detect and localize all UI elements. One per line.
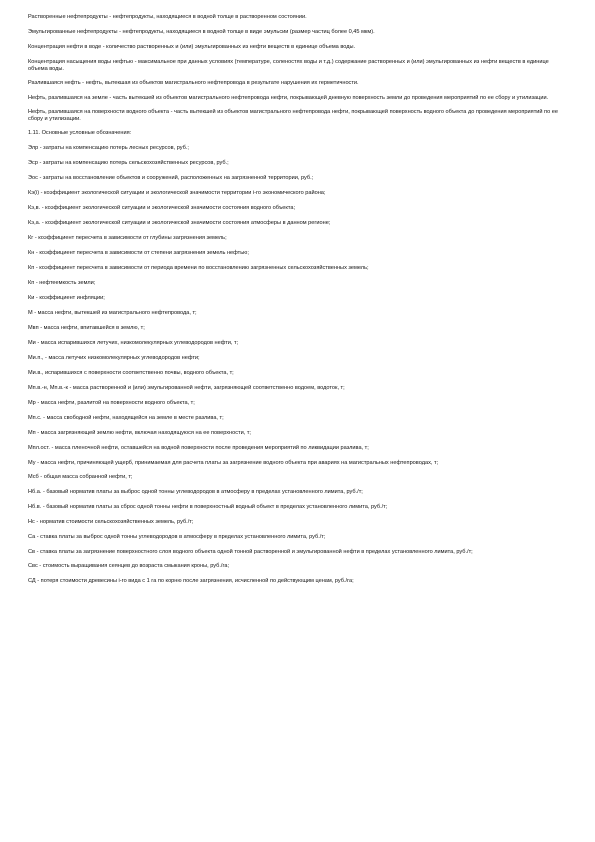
symbol-item: Мп.с. - масса свободной нефти, находящейся на земле в месте разлива, т; (28, 415, 224, 422)
symbol-item: Кэ(i) - коэффициент экологической ситуации и экологической значимости территории i-го экономического района; (28, 190, 326, 197)
symbol-item: Кп - коэффициент пересчета в зависимости от периода времени по восстановлению загрязненных сельскохозяйственных земель; (28, 265, 369, 272)
definition-saturation-concentration: Концентрация насыщения воды нефтью - максимальное при данных условиях (температуре, соленостях воды и т.д.) содержание растворенных и (или) эмульгированных из нефти веществ в единице объема воды. (28, 59, 549, 73)
symbol-item: Ки - коэффициент инфляции; (28, 295, 105, 302)
symbol-item: Эср - затраты на компенсацию потерь сельскохозяйственных ресурсов, руб.; (28, 160, 229, 167)
symbol-item: СД - потеря стоимости древесины i-го вида с 1 га по корню после загрязнения, исчисленной по действующим ценам, руб./га; (28, 577, 354, 584)
symbol-item: Кэ,а. - коэффициент экологической ситуации и экологической значимости состояния атмосферы в данном регионе; (28, 220, 331, 227)
symbol-item: Кг - коэффициент пересчета в зависимости от глубины загрязнения земель; (28, 235, 227, 242)
symbol-item: Мвп - масса нефти, впитавшейся в землю, т; (28, 325, 145, 332)
symbol-item: Свс - стоимость выращивания сеянцев до возраста смыкания кроны, руб./га; (28, 562, 230, 569)
symbol-item: Кн - коэффициент пересчета в зависимости от степени загрязнения земель нефтью; (28, 250, 249, 257)
definition-emulsified-oil-products: Эмульгированные нефтепродукты - нефтепродукты, находящиеся в водной толще в виде эмульсии (размер частиц более 0,45 мкм). (28, 29, 375, 35)
symbol-item: Нс - норматив стоимости сельскохозяйственных земель, руб./т; (28, 519, 194, 525)
symbol-item: Св - ставка платы за загрязнение поверхностного слоя водного объекта одной тонной растворенной и эмульгированной нефти в пределах установленного лимита, руб./т; (28, 549, 473, 555)
definition-dissolved-oil-products: Растворенные нефтепродукты - нефтепродукты, находящиеся в водной толще в растворенном состоянии. (28, 14, 307, 20)
symbol-item: Мп.в.-н, Мп.в.-к - масса растворенной и (или) эмульгированной нефти, загрязняющей соответственно водоем, водоток, т; (28, 385, 345, 392)
definition-spilled-oil: Разлившаяся нефть - нефть, вытекшая из объектов магистрального нефтепровода в результате нарушения их герметичности. (28, 80, 359, 87)
definition-oil-on-land: Нефть, разлившаяся на земле - часть вытекшей из объектов магистрального нефтепровода нефти, покрывающей дневную поверхность земли до проведения мероприятий по ее сбору и утилизации. (28, 95, 549, 102)
document-page (28, 14, 568, 593)
definition-oil-concentration: Концентрация нефти в воде - количество растворенных и (или) эмульгированных из нефти веществ в единице объема воды. (28, 44, 356, 50)
symbol-item: Кп - нефтеемкость земли; (28, 280, 96, 287)
symbol-item: Ми.в., испарившихся с поверхности соответственно почвы, водного объекта, т; (28, 370, 234, 377)
symbol-item: Ми - масса испарившихся летучих, низкомолекулярных углеводородов нефти, т; (28, 340, 239, 347)
symbol-item: Му - масса нефти, причиняющей ущерб, принимаемая для расчета платы за загрязнение водного объекта при авариях на магистральных нефтепроводах, т; (28, 460, 439, 467)
symbol-item: Са - ставка платы за выброс одной тонны углеводородов в атмосферу в пределах установленного лимита, руб./т; (28, 534, 326, 540)
symbol-item: Элр - затраты на компенсацию потерь лесных ресурсов, руб.; (28, 145, 189, 152)
symbol-item: Ми.п., - масса летучих низкомолекулярных углеводородов нефти; (28, 355, 200, 362)
symbol-item: Мпл.ост. - масса пленочной нефти, оставшейся на водной поверхности после проведения мероприятий по ликвидации разлива, т; (28, 445, 369, 452)
symbol-item: Мр - масса нефти, разлитой на поверхности водного объекта, т; (28, 400, 195, 407)
definition-oil-on-water: Нефть, разлившаяся на поверхности водного объекта - часть вытекшей из объектов магистрального нефтепровода нефти, покрывающей поверхность водного объекта до проведения мероприятий по ее сбору и утилизации. (28, 109, 558, 123)
symbol-item: М - масса нефти, вытекшей из магистрального нефтепровода, т; (28, 310, 197, 317)
symbol-item: Мсб - общая масса собранной нефти, т; (28, 474, 133, 480)
symbol-item: Мп - масса загрязняющей землю нефти, включая находящуюся на ее поверхности, т; (28, 430, 251, 437)
symbol-item: Кэ,в. - коэффициент экологической ситуации и экологической значимости состояния водного объекта; (28, 205, 296, 212)
section-heading: 1.11. Основные условные обозначения: (28, 130, 132, 137)
symbol-item: Эос - затраты на восстановление объектов и сооружений, расположенных на загрязненной территории, руб.; (28, 175, 314, 182)
symbol-item: Нб.а. - базовый норматив платы за выброс одной тонны углеводородов в атмосферу в пределах установленного лимита, руб./т; (28, 489, 363, 495)
symbol-item: Нб.в. - базовый норматив платы за сброс одной тонны нефти в поверхностный водный объект в пределах установленного лимита, руб./т; (28, 504, 388, 510)
